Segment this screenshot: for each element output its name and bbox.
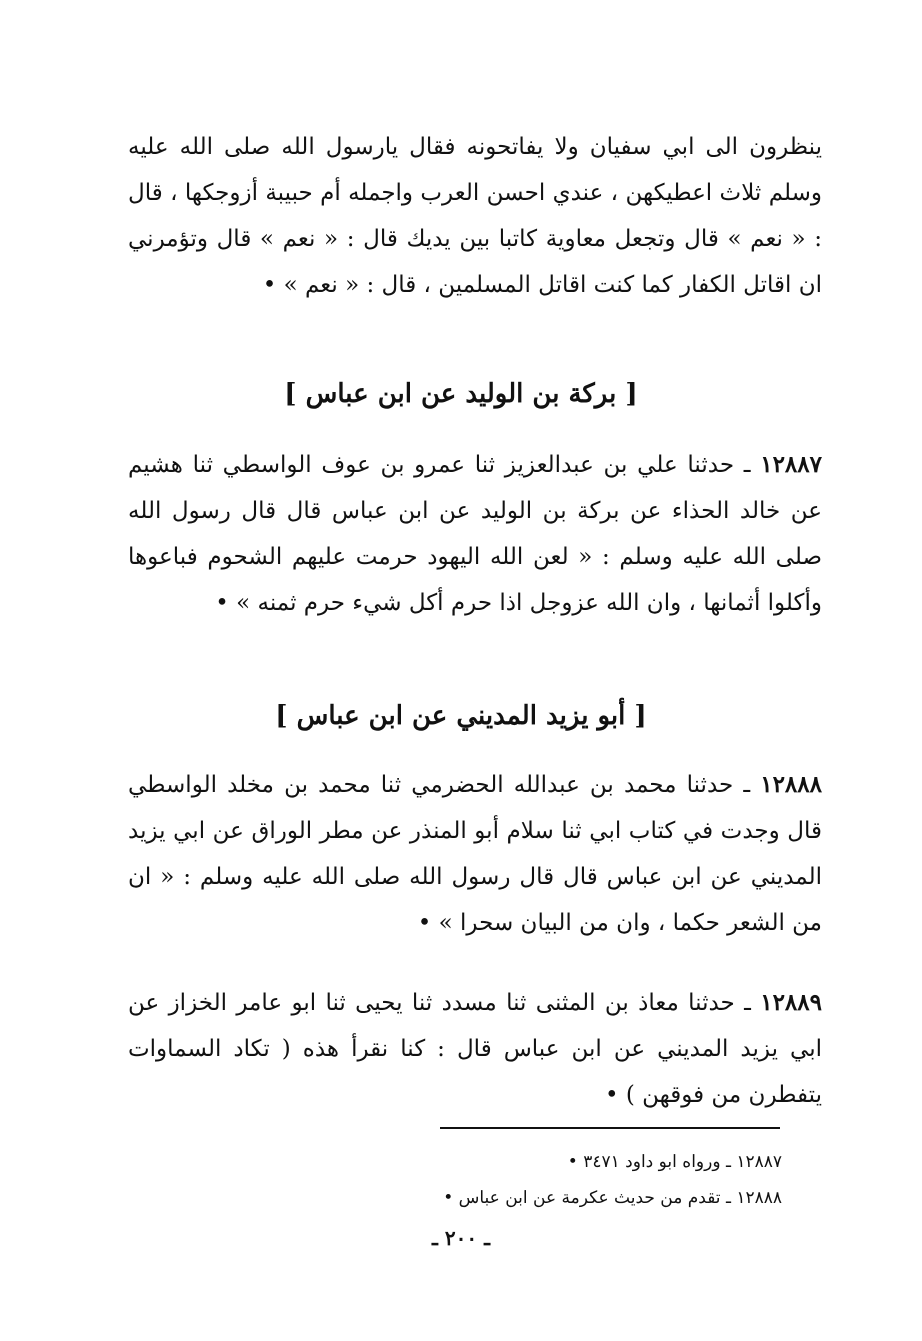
intro-paragraph: ينظرون الى ابي سفيان ولا يفاتحونه فقال يارسول الله صلى الله عليه وسلم ثلاث اعطيكهن ، عندي احسن العرب واجمله أم حبيبة أزوجكها ، قال : « نعم » قال وتجعل معاوية كاتبا بين يديك قال : « نعم » قال وتؤمرني ان اقاتل الكفار كما كنت اقاتل المسلمين ، قال : « نعم » • [128,134,822,298]
page-number: ـ ٢٠٠ ـ [432,1226,490,1250]
hadith-12888 [128,762,822,946]
hadith-number: ١٢٨٨٧ [760,451,822,478]
hadith-number: ١٢٨٨٩ [760,989,822,1016]
hadith-12887 [128,442,822,626]
hadith-text: ـ حدثنا علي بن عبدالعزيز ثنا عمرو بن عوف الواسطي ثنا هشيم عن خالد الحذاء عن بركة بن الوليد عن ابن عباس قال قال رسول الله صلى الله عليه وسلم : « لعن الله اليهود حرمت عليهم الشحوم فباعوها وأكلوا أثمانها ، وان الله عزوجل اذا حرم أكل شيء حرم ثمنه » • [128,452,822,616]
hadith-number: ١٢٨٨٨ [760,771,822,798]
footnote-divider [440,1127,780,1129]
hadith-text: ـ حدثنا محمد بن عبدالله الحضرمي ثنا محمد بن مخلد الواسطي قال وجدت في كتاب ابي ثنا سلام أبو المنذر عن مطر الوراق عن ابي يزيد المديني عن ابن عباس قال قال رسول الله صلى الله عليه وسلم : « ان من الشعر حكما ، وان من البيان سحرا » • [128,772,822,936]
footnote-12888: ١٢٨٨٨ ـ تقدم من حديث عكرمة عن ابن عباس • [443,1188,782,1208]
section-heading-abu-yazid: [ أبو يزيد المديني عن ابن عباس ] [275,701,647,731]
footnote-12887: ١٢٨٨٧ ـ ورواه ابو داود ٣٤٧١ • [567,1152,782,1172]
hadith-text: ـ حدثنا معاذ بن المثنى ثنا مسدد ثنا يحيى ثنا ابو عامر الخزاز عن ابي يزيد المديني عن ابن عباس قال : كنا نقرأ هذه ( تكاد السماوات يتفطرن من فوقهن ) • [128,990,822,1108]
section-heading-baraka: [ بركة بن الوليد عن ابن عباس ] [284,379,638,409]
hadith-12889 [128,980,822,1118]
footnotes [300,1144,782,1216]
